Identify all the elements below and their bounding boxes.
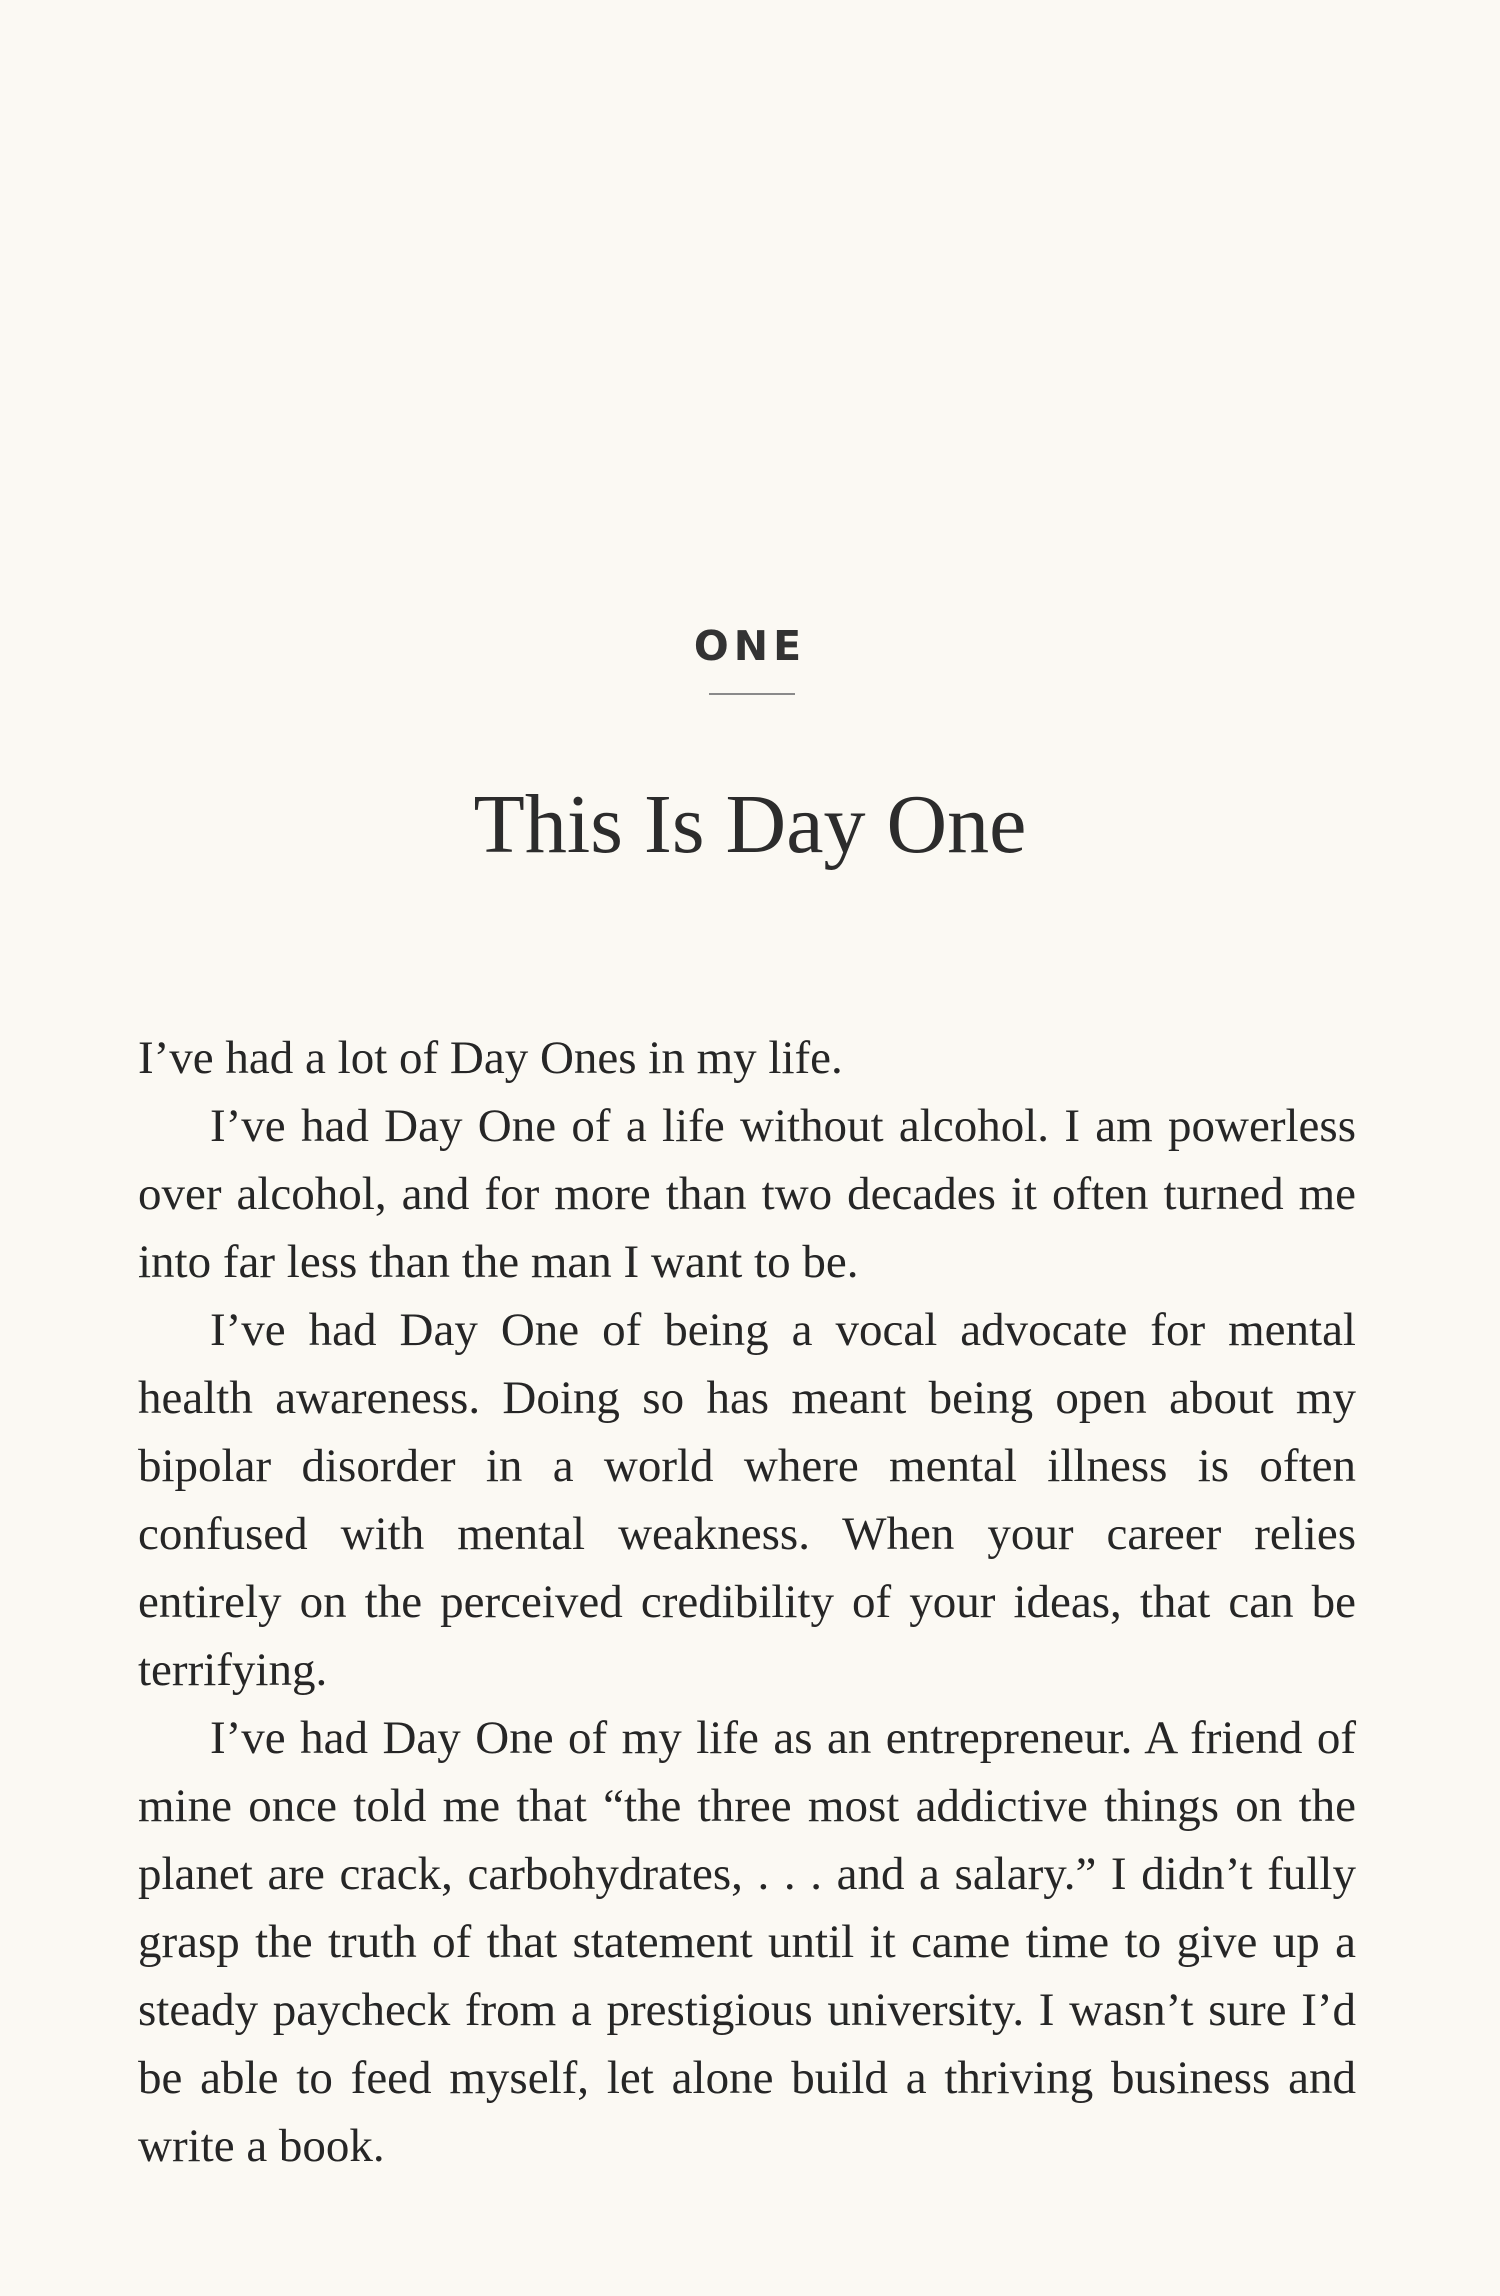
paragraph: I’ve had a lot of Day Ones in my life.	[138, 1032, 843, 1084]
paragraph: I’ve had Day One of being a vocal advocate for mental health awareness. Doing so has meant being open about my bipolar disorder in a world where mental illness is often confused with mental weakness. When your career relies entirely on the perceived credibility of your ideas, that can be terrifying.	[138, 1304, 1356, 1696]
chapter-title: This Is Day One	[473, 778, 1027, 871]
chapter-number: ONE	[693, 622, 807, 670]
paragraph: I’ve had Day One of my life as an entrepreneur. A friend of mine once told me that “the three most addictive things on the planet are crack, carbohydrates, . . . and a salary.” I didn’t fully grasp the truth of that statement until it came time to give up a steady paycheck from a prestigious university. I wasn’t sure I’d be able to feed myself, let alone build a thriving business and write a book.	[138, 1712, 1356, 2172]
chapter-body	[138, 1024, 1356, 2180]
paragraph: I’ve had Day One of a life without alcohol. I am powerless over alcohol, and for more than two decades it often turned me into far less than the man I want to be.	[138, 1100, 1356, 1288]
chapter-divider	[709, 693, 795, 695]
